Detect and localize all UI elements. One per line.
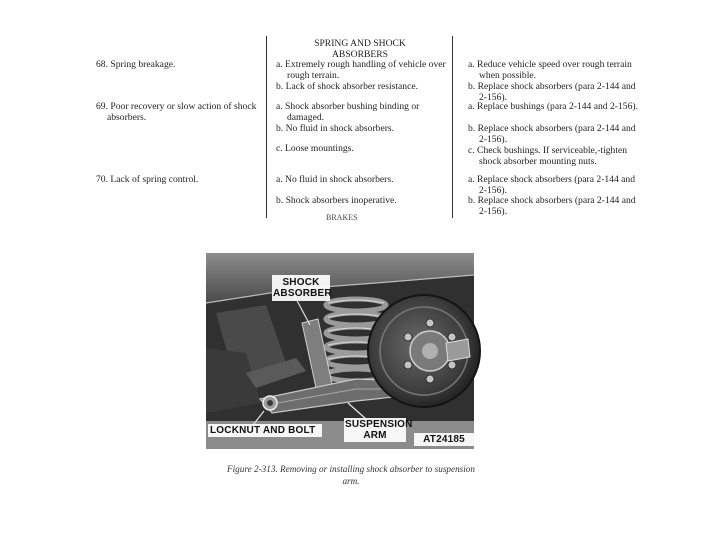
suspension-photo — [206, 253, 474, 449]
malfunction-70: 70. Lack of spring control. — [96, 174, 199, 185]
troubleshooting-table — [96, 36, 638, 222]
remedy-68b: b. Replace shock absorbers (para 2-144 and 2-156). — [468, 81, 636, 103]
remedy-69b: b. Replace shock absorbers (para 2-144 and 2-156). — [468, 123, 636, 145]
cause-70b: b. Shock absorbers inoperative. — [276, 195, 397, 206]
cause-70a: a. No fluid in shock absorbers. — [276, 174, 394, 185]
cause-68b: b. Lack of shock absorber resistance. — [276, 81, 418, 92]
remedy-70a: a. Replace shock absorbers (para 2-144 and 2-156). — [468, 174, 636, 196]
column-divider — [266, 36, 267, 218]
remedy-68a: a. Reduce vehicle speed over rough terrain when possible. — [468, 59, 632, 81]
cause-69b: b. No fluid in shock absorbers. — [276, 123, 395, 134]
remedy-70b: b. Replace shock absorbers (para 2-144 and 2-156). — [468, 195, 636, 217]
malfunction-69: 69. Poor recovery or slow action of shock absorbers. — [96, 101, 257, 123]
section-heading-line: ABSORBERS — [332, 49, 388, 60]
malfunction-68: 68. Spring breakage. — [96, 59, 176, 70]
remedy-69a: a. Replace bushings (para 2-144 and 2-156). — [468, 101, 638, 112]
cause-69a: a. Shock absorber bushing binding or damaged. — [276, 101, 420, 123]
callout-suspension-arm: SUSPENSION ARM — [345, 419, 413, 441]
callout-locknut-and-bolt: LOCKNUT AND BOLT — [208, 424, 322, 437]
cause-68a: a. Extremely rough handling of vehicle over rough terrain. — [276, 59, 446, 81]
truncated-next-heading: BRAKES — [326, 213, 358, 222]
cause-69c: c. Loose mountings. — [276, 143, 354, 154]
remedy-69c: c. Check bushings. If serviceable,-tighten shock absorber mounting nuts. — [468, 145, 628, 167]
section-heading-line: SPRING AND SHOCK — [314, 38, 406, 49]
section-heading — [274, 38, 446, 60]
photo-id: AT24185 — [414, 433, 474, 446]
figure-caption: Figure 2-313. Removing or installing shock absorber to suspension arm. — [227, 464, 475, 486]
callout-shock-absorber: SHOCK ABSORBER — [273, 277, 332, 299]
suspension-illustration — [206, 253, 474, 449]
